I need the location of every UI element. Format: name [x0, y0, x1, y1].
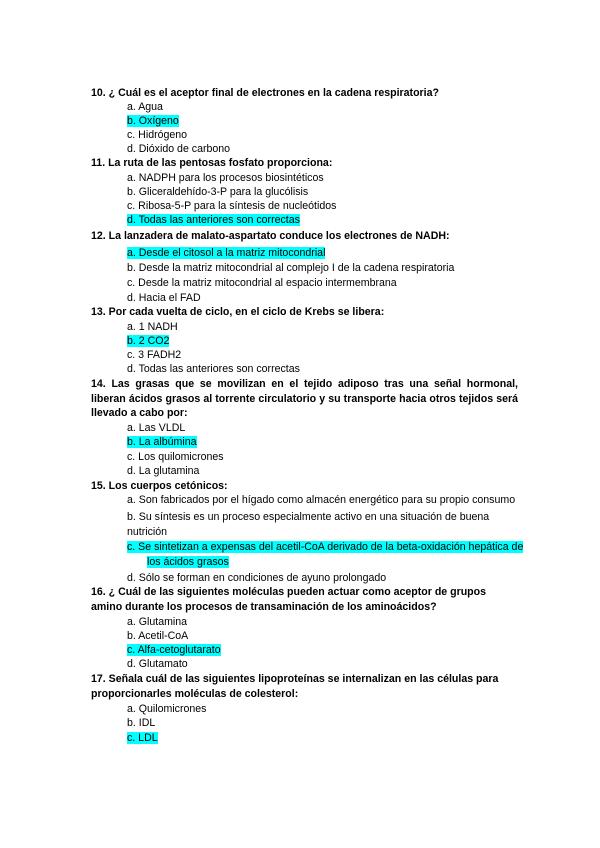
q16-option-a-label: a. Glutamina: [127, 616, 188, 628]
q13-option-d-label: d. Todas las anteriores son correctas: [127, 363, 300, 375]
q10-option-c[interactable]: [127, 128, 187, 142]
question-14-title: 14. Las grasas que se movilizan en el tejido adiposo tras una señal hormonal, liberan ácidos grasos al torrente circulatorio y su transporte hacia otros tejidos será llevado a cabo por:: [91, 378, 518, 419]
q15-option-c-continuation-text: los ácidos grasos: [147, 556, 229, 568]
q10-option-c-label: c. Hidrógeno: [127, 129, 188, 141]
q11-option-a[interactable]: [127, 171, 324, 185]
q15-option-b-text: b. Su síntesis es un proceso especialmente activo en una situación de buena nutrición: [127, 511, 490, 538]
q16-option-c-label-correct: c. Alfa-cetoglutarato: [127, 644, 221, 656]
q13-option-c[interactable]: [127, 348, 181, 362]
q11-option-b[interactable]: [127, 185, 308, 199]
q17-option-b[interactable]: [127, 716, 155, 730]
question-15-title: 15. Los cuerpos cetónicos:: [91, 480, 228, 492]
q14-option-c[interactable]: [127, 450, 224, 464]
q11-option-d[interactable]: [127, 213, 300, 227]
q11-option-d-label-correct: d. Todas las anteriores son correctas: [127, 214, 300, 226]
q10-option-d-label: d. Dióxido de carbono: [127, 143, 231, 155]
q16-option-d[interactable]: [127, 657, 188, 671]
q13-option-d[interactable]: [127, 362, 300, 376]
q13-option-b-label-correct: b. 2 CO2: [127, 335, 170, 347]
q13-option-c-label: c. 3 FADH2: [127, 349, 182, 361]
q11-option-b-label: b. Gliceraldehído-3-P para la glucólisis: [127, 186, 309, 198]
q10-option-a[interactable]: [127, 100, 163, 114]
q13-option-a[interactable]: [127, 320, 178, 334]
question-11-title: 11. La ruta de las pentosas fosfato proporciona:: [91, 157, 333, 169]
q11-option-c-label: c. Ribosa-5-P para la síntesis de nucleótidos: [127, 200, 337, 212]
q15-option-c-continuation: [147, 555, 229, 569]
q16-option-b-label: b. Acetil-CoA: [127, 630, 189, 642]
q11-option-a-label: a. NADPH para los procesos biosintéticos: [127, 172, 324, 184]
q12-option-b-label: b. Desde la matriz mitocondrial al complejo I de la cadena respiratoria: [127, 262, 455, 274]
q16-option-a[interactable]: [127, 615, 187, 629]
question-17-title: 17. Señala cuál de las siguientes lipoproteínas se internalizan en las células para proporcionarles moléculas de colesterol:: [91, 673, 499, 700]
q16-option-b[interactable]: [127, 629, 188, 643]
q10-option-b[interactable]: [127, 114, 179, 128]
question-16-title: 16. ¿ Cuál de las siguientes moléculas pueden actuar como aceptor de grupos amino durante los procesos de transaminación de los aminoácidos?: [91, 586, 487, 613]
question-13-title: 13. Por cada vuelta de ciclo, en el ciclo de Krebs se libera:: [91, 306, 385, 318]
q15-option-d[interactable]: [127, 571, 386, 585]
q14-option-a-label: a. Las VLDL: [127, 422, 186, 434]
q15-option-c[interactable]: [127, 540, 537, 554]
q12-option-d-label: d. Hacia el FAD: [127, 292, 201, 304]
q17-option-a-label: a. Quilomicrones: [127, 703, 207, 715]
q17-option-a[interactable]: [127, 702, 206, 716]
q16-option-d-label: d. Glutamato: [127, 658, 188, 670]
q15-option-c-label-correct: c. Se sintetizan a expensas del acetil-CoA derivado de la beta-oxidación hepática de: [127, 541, 524, 553]
q17-option-b-label: b. IDL: [127, 717, 156, 729]
q14-option-d-label: d. La glutamina: [127, 465, 200, 477]
q12-option-b[interactable]: [127, 261, 454, 275]
q13-option-a-label: a. 1 NADH: [127, 321, 178, 333]
q17-option-c-label-correct: c. LDL: [127, 732, 158, 744]
q14-option-d[interactable]: [127, 464, 199, 478]
q15-option-d-label: d. Sólo se forman en condiciones de ayuno prolongado: [127, 572, 387, 584]
q14-option-b[interactable]: [127, 435, 197, 449]
q11-option-c[interactable]: [127, 199, 336, 213]
q15-option-a[interactable]: [127, 493, 515, 507]
q15-option-b[interactable]: [127, 510, 527, 540]
q14-option-a[interactable]: [127, 421, 185, 435]
q14-option-b-label-correct: b. La albúmina: [127, 436, 197, 448]
q16-option-c[interactable]: [127, 643, 221, 657]
q12-option-a-label-correct: a. Desde el citosol a la matriz mitocondrial: [127, 247, 326, 259]
q14-option-c-label: c. Los quilomicrones: [127, 451, 224, 463]
question-10-title: 10. ¿ Cuál es el aceptor final de electrones en la cadena respiratoria?: [91, 87, 439, 99]
q12-option-c[interactable]: [127, 276, 397, 290]
q15-option-a-label: a. Son fabricados por el hígado como almacén energético para su propio consumo: [127, 494, 516, 506]
q10-option-a-label: a. Agua: [127, 101, 163, 113]
q12-option-c-label: c. Desde la matriz mitocondrial al espacio intermembrana: [127, 277, 397, 289]
question-12-title: 12. La lanzadera de malato-aspartato conduce los electrones de NADH:: [91, 230, 450, 242]
q12-option-d[interactable]: [127, 291, 201, 305]
q10-option-d[interactable]: [127, 142, 230, 156]
q13-option-b[interactable]: [127, 334, 169, 348]
q10-option-b-label-correct: b. Oxígeno: [127, 115, 179, 127]
q12-option-a[interactable]: [127, 246, 325, 260]
q17-option-c[interactable]: [127, 731, 158, 745]
